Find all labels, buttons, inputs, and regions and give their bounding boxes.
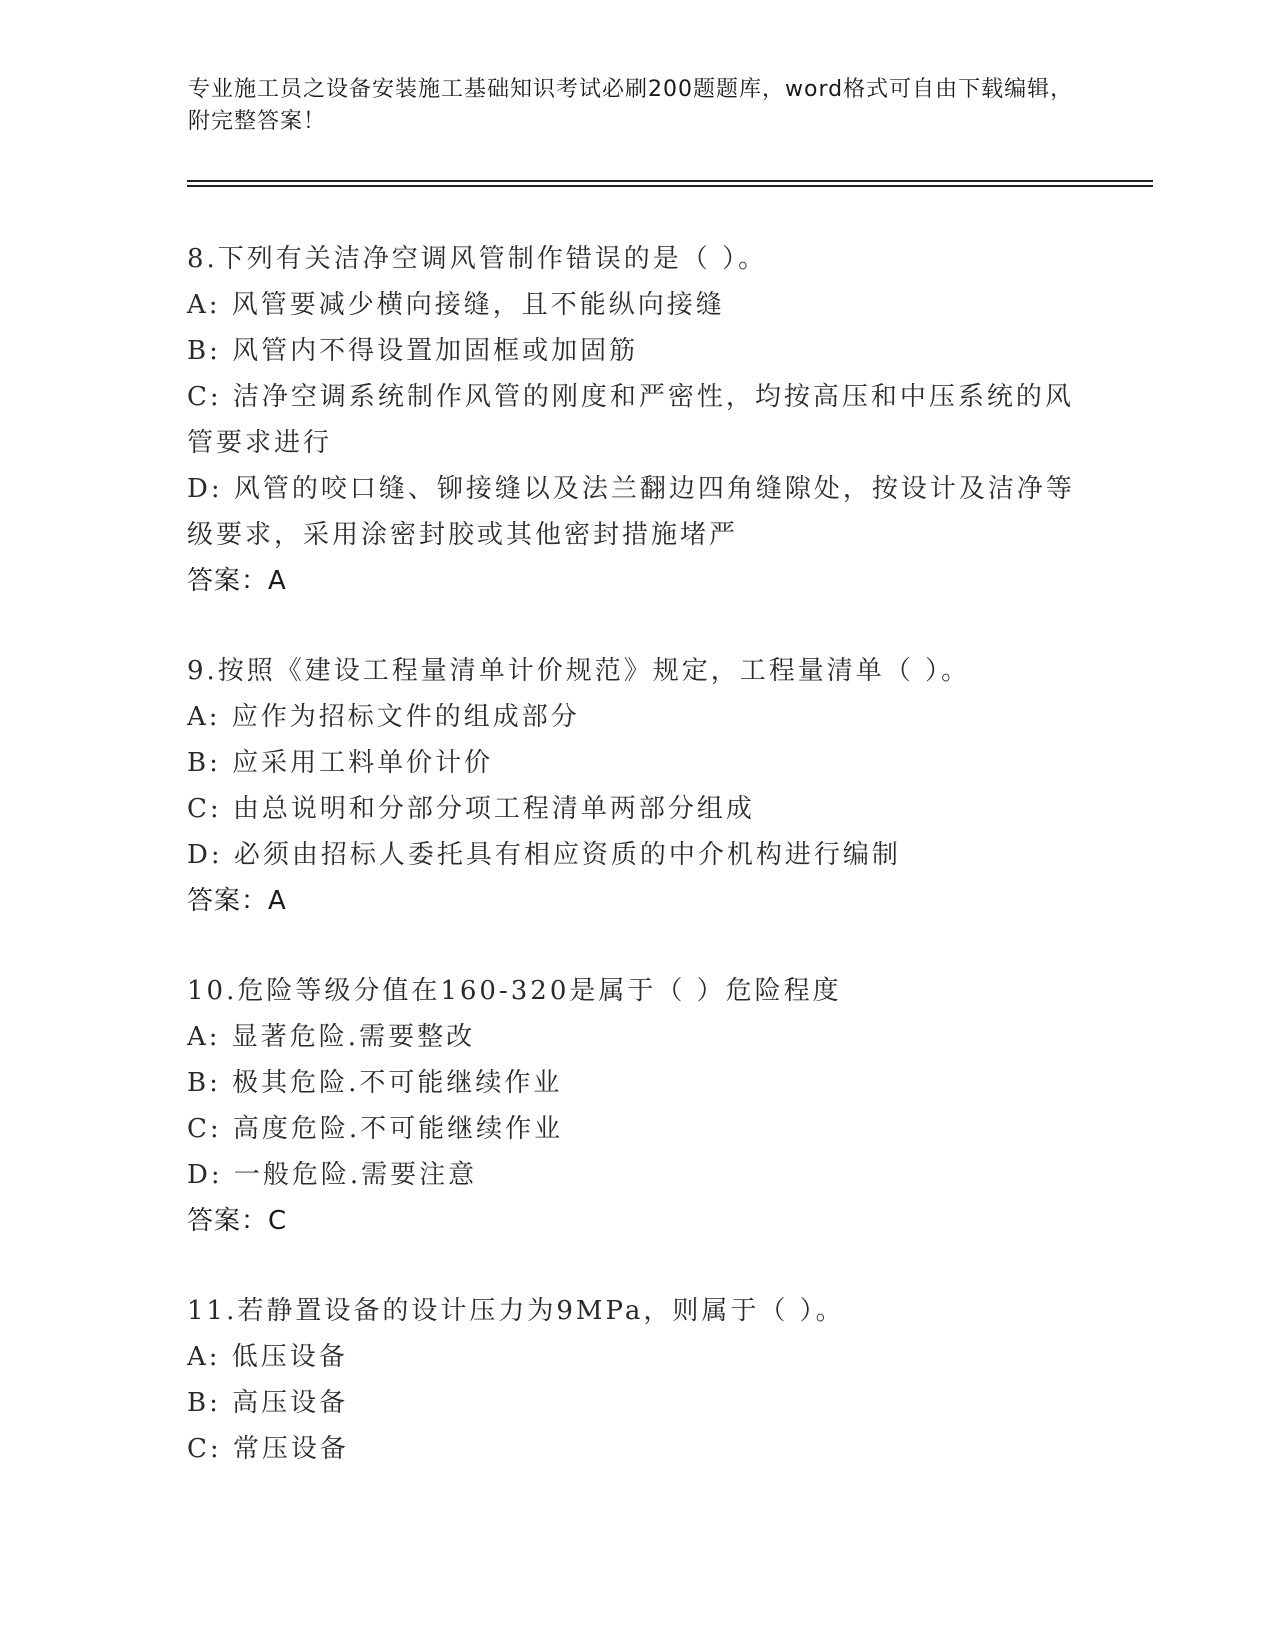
option-a: A: 风管要减少横向接缝，且不能纵向接缝: [187, 290, 725, 320]
question-11: [187, 1288, 1087, 1472]
question-stem: 10.危险等级分值在160-320是属于（ ）危险程度: [187, 976, 842, 1006]
option-c: C: 高度危险.不可能继续作业: [187, 1114, 564, 1144]
answer-label: 答案：C: [187, 1206, 288, 1236]
option-c: C: 洁净空调系统制作风管的刚度和严密性，均按高压和中压系统的风管要求进行: [187, 382, 1074, 458]
option-d: D: 风管的咬口缝、铆接缝以及法兰翻边四角缝隙处，按设计及洁净等级要求，采用涂密封胶或其他密封措施堵严: [187, 474, 1075, 550]
header-divider-top: [187, 180, 1153, 182]
option-b: B: 极其危险.不可能继续作业: [187, 1068, 563, 1098]
question-10: [187, 968, 1087, 1244]
option-b: B: 应采用工料单价计价: [187, 748, 494, 778]
option-d: D: 一般危险.需要注意: [187, 1160, 478, 1190]
question-list: [187, 236, 1087, 1516]
option-b: B: 高压设备: [187, 1388, 349, 1418]
option-d: D: 必须由招标人委托具有相应资质的中介机构进行编制: [187, 840, 901, 870]
question-8: [187, 236, 1087, 604]
option-a: A: 显著危险.需要整改: [187, 1022, 476, 1052]
document-header: 专业施工员之设备安装施工基础知识考试必刷200题题库，word格式可自由下载编辑，附完整答案！: [188, 77, 1074, 134]
option-a: A: 应作为招标文件的组成部分: [187, 702, 580, 732]
question-stem: 8.下列有关洁净空调风管制作错误的是（ ）。: [187, 244, 768, 274]
question-stem: 11.若静置设备的设计压力为9MPa，则属于（ ）。: [187, 1296, 845, 1326]
option-b: B: 风管内不得设置加固框或加固筋: [187, 336, 639, 366]
option-c: C: 由总说明和分部分项工程清单两部分组成: [187, 794, 755, 824]
header-divider-bottom: [187, 185, 1153, 187]
option-a: A: 低压设备: [187, 1342, 348, 1372]
question-9: [187, 648, 1087, 924]
option-c: C: 常压设备: [187, 1434, 349, 1464]
answer-label: 答案：A: [187, 886, 287, 916]
question-stem: 9.按照《建设工程量清单计价规范》规定，工程量清单（ ）。: [187, 656, 971, 686]
answer-label: 答案：A: [187, 566, 287, 596]
